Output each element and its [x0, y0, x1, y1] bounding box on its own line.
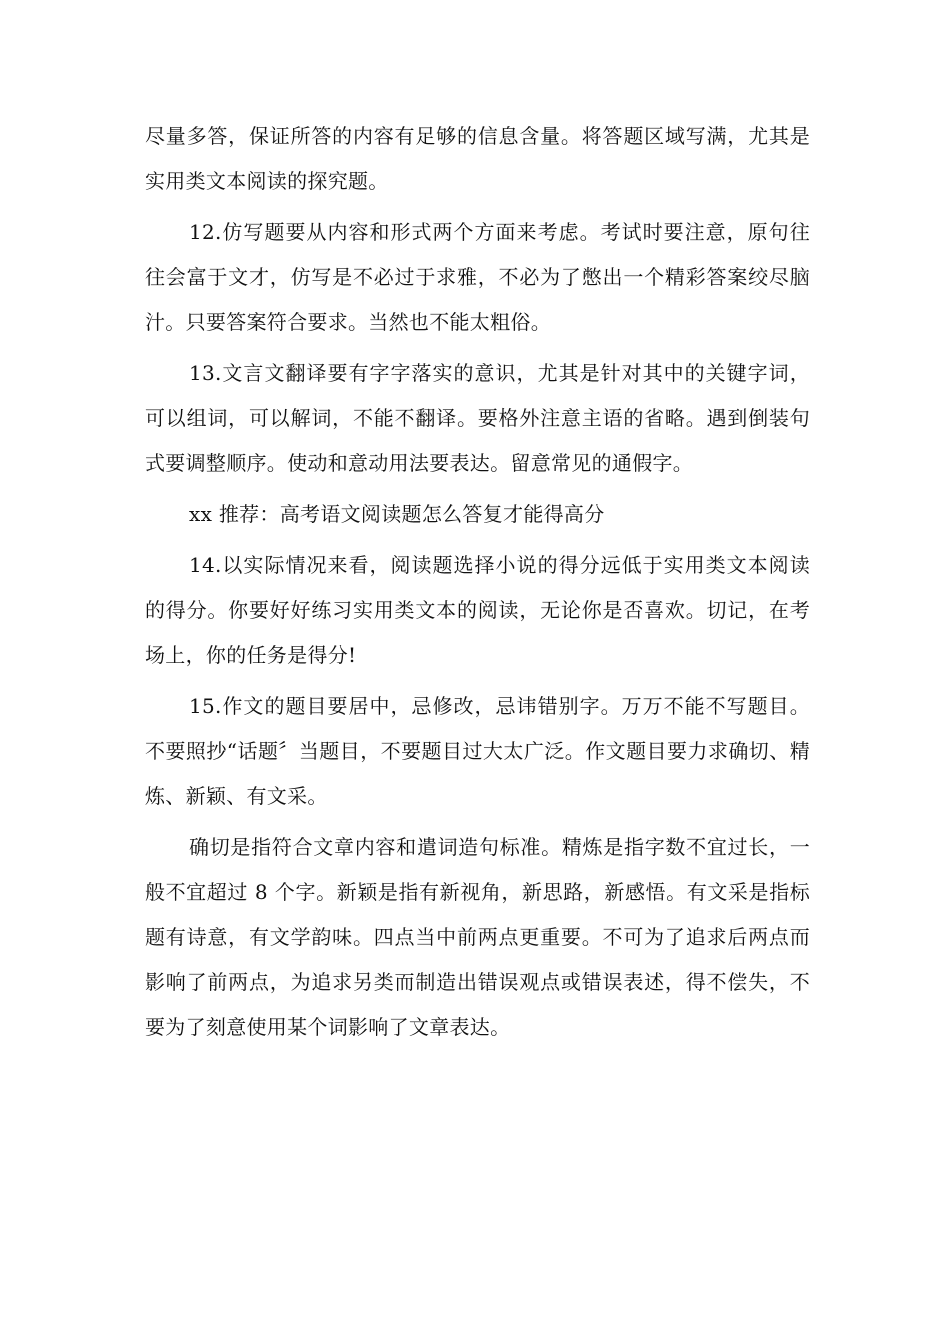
paragraph-title-criteria: 确切是指符合文章内容和遣词造句标准。精炼是指字数不宜过长，一般不宜超过 8 个字。新颖是指有新视角，新思路，新感悟。有文采是指标题有诗意，有文学韵味。四点当中前两点更重要。不可为了追求后两点而影响了前两点，为追求另类而制造出错误观点或错误表述，得不偿失，不要为了刻意使用某个词影响了文章表达。 [145, 835, 810, 1039]
paragraph-item-15: 15.作文的题目要居中，忌修改，忌讳错别字。万万不能不写题目。不要照抄“话题〞当题目，不要题目过大太广泛。作文题目要力求确切、精炼、新颖、有文采。 [145, 694, 810, 808]
paragraph-item-14: 14.以实际情况来看，阅读题选择小说的得分远低于实用类文本阅读的得分。你要好好练习实用类文本的阅读，无论你是否喜欢。切记，在考场上，你的任务是得分! [145, 553, 810, 667]
document-page [145, 114, 810, 1056]
paragraph-item-13: 13.文言文翻译要有字字落实的意识，尤其是针对其中的关键字词，可以组词，可以解词，不能不翻译。要格外注意主语的省略。遇到倒装句式要调整顺序。使动和意动用法要表达。留意常见的通假字。 [145, 361, 810, 475]
paragraph-item-12: 12.仿写题要从内容和形式两个方面来考虑。考试时要注意，原句往往会富于文才，仿写是不必过于求雅，不必为了憋出一个精彩答案绞尽脑汁。只要答案符合要求。当然也不能太粗俗。 [145, 220, 810, 334]
recommendation-line: xx 推荐：高考语文阅读题怎么答复才能得高分 [189, 502, 605, 526]
paragraph-continuation: 尽量多答，保证所答的内容有足够的信息含量。将答题区域写满，尤其是实用类文本阅读的探究题。 [145, 124, 810, 193]
